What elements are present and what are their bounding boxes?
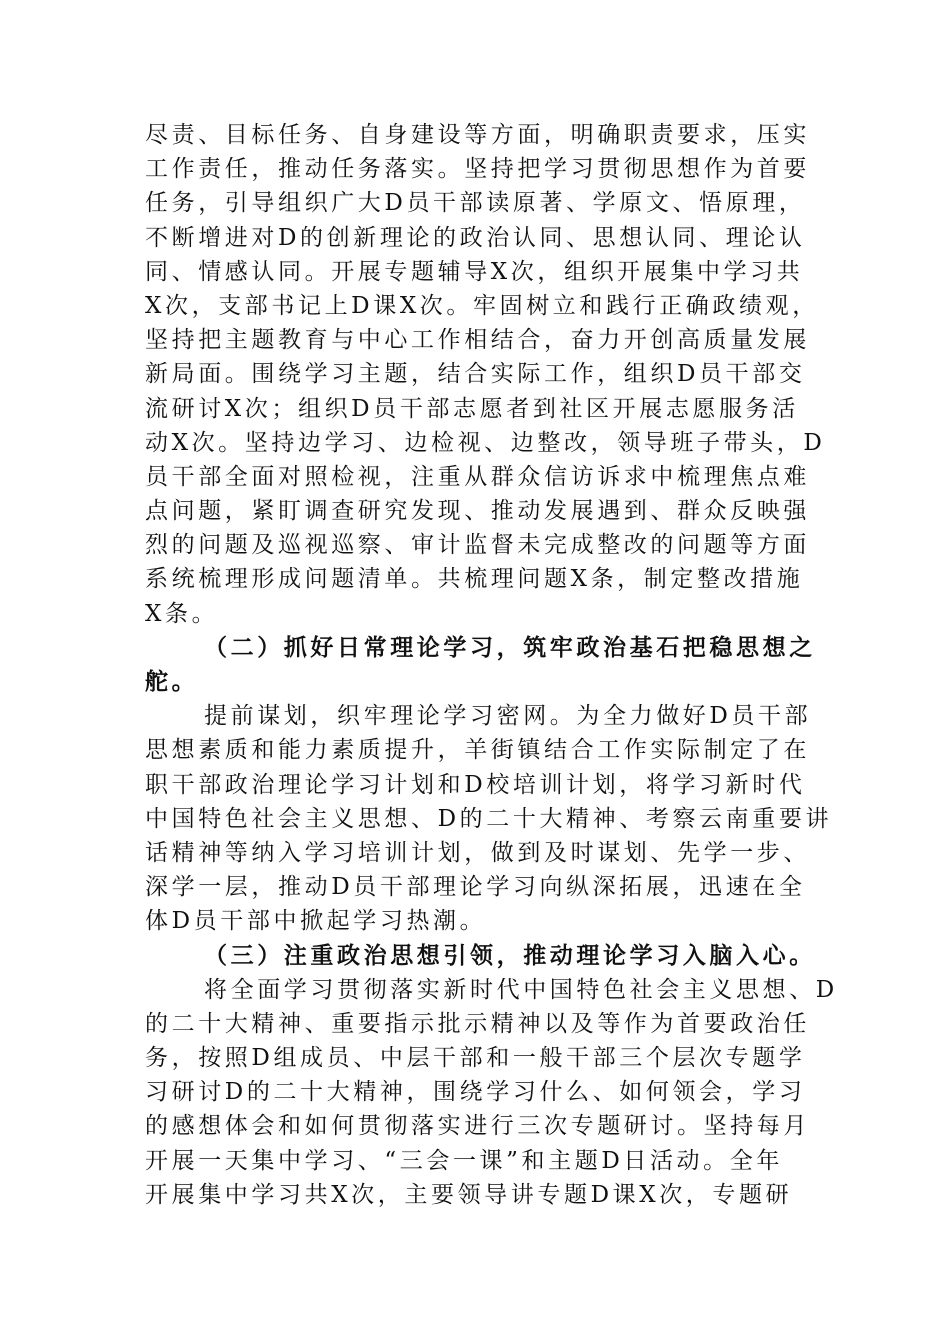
text-line: X条。 bbox=[145, 600, 219, 627]
text-line: 员干部全面对照检视，注重从群众信访诉求中梳理焦点难 bbox=[145, 463, 810, 490]
paragraph-2 bbox=[145, 699, 845, 938]
text-line: 任务，引导组织广大D员干部读原著、学原文、悟原理， bbox=[145, 190, 806, 217]
text-line: 开展集中学习共X次，主要领导讲专题D课X次，专题研 bbox=[145, 1181, 793, 1208]
text-line: 流研讨X次；组织D员干部志愿者到社区开展志愿服务活 bbox=[145, 395, 799, 422]
text-line: 烈的问题及巡视巡察、审计监督未完成整改的问题等方面 bbox=[145, 532, 810, 559]
text-line: 将全面学习贯彻落实新时代中国特色社会主义思想、D bbox=[204, 976, 838, 1003]
document-body bbox=[145, 118, 845, 1212]
section-heading-2 bbox=[145, 631, 845, 699]
text-line: 同、情感认同。开展专题辅导X次，组织开展集中学习共 bbox=[145, 258, 804, 285]
text-line: 点问题，紧盯调查研究发现、推动发展遇到、群众反映强 bbox=[145, 498, 810, 525]
text-line: 工作责任，推动任务落实。坚持把学习贯彻思想作为首要 bbox=[145, 156, 810, 183]
text-line: 务，按照D组成员、中层干部和一般干部三个层次专题学 bbox=[145, 1045, 806, 1072]
text-line: 不断增进对D的创新理论的政治认同、思想认同、理论认 bbox=[145, 224, 806, 251]
text-line: 坚持把主题教育与中心工作相结合，奋力开创高质量发展 bbox=[145, 327, 810, 354]
text-line: 中国特色社会主义思想、D的二十大精神、考察云南重要讲 bbox=[145, 805, 833, 832]
text-line: 的感想体会和如何贯彻落实进行三次专题研讨。坚持每月 bbox=[145, 1113, 810, 1140]
text-line: 提前谋划，织牢理论学习密网。为全力做好D员干部 bbox=[204, 703, 812, 730]
text-line: 话精神等纳入学习培训计划，做到及时谋划、先学一步、 bbox=[145, 839, 810, 866]
text-line: 的二十大精神、重要指示批示精神以及等作为首要政治任 bbox=[145, 1010, 810, 1037]
text-line: X次，支部书记上D课X次。牢固树立和践行正确政绩观， bbox=[145, 292, 819, 319]
text-line: 职干部政治理论学习计划和D校培训计划，将学习新时代 bbox=[145, 771, 806, 798]
text-line: 深学一层，推动D员干部理论学习向纵深拓展，迅速在全 bbox=[145, 874, 806, 901]
text-line: 系统梳理形成问题清单。共梳理问题X条，制定整改措施 bbox=[145, 566, 804, 593]
text-line: 习研讨D的二十大精神，围绕学习什么、如何领会，学习 bbox=[145, 1079, 806, 1106]
text-line: 开展一天集中学习、“三会一课”和主题D日活动。全年 bbox=[145, 1147, 783, 1174]
text-line: 体D员干部中掀起学习热潮。 bbox=[145, 908, 487, 935]
heading-line: （二）抓好日常理论学习，筑牢政治基石把稳思想之 bbox=[204, 633, 816, 661]
section-heading-3 bbox=[145, 939, 845, 973]
paragraph-3 bbox=[145, 973, 845, 1212]
text-line: 新局面。围绕学习主题，结合实际工作，组织D员干部交 bbox=[145, 361, 806, 388]
text-line: 动X次。坚持边学习、边检视、边整改，领导班子带头，D bbox=[145, 429, 826, 456]
heading-line: 舵。 bbox=[145, 668, 199, 695]
heading-line: （三）注重政治思想引领，推动理论学习入脑入心。 bbox=[204, 941, 816, 969]
paragraph-1 bbox=[145, 118, 845, 631]
text-line: 尽责、目标任务、自身建设等方面，明确职责要求，压实 bbox=[145, 122, 810, 148]
text-line: 思想素质和能力素质提升，羊街镇结合工作实际制定了在 bbox=[145, 737, 810, 764]
